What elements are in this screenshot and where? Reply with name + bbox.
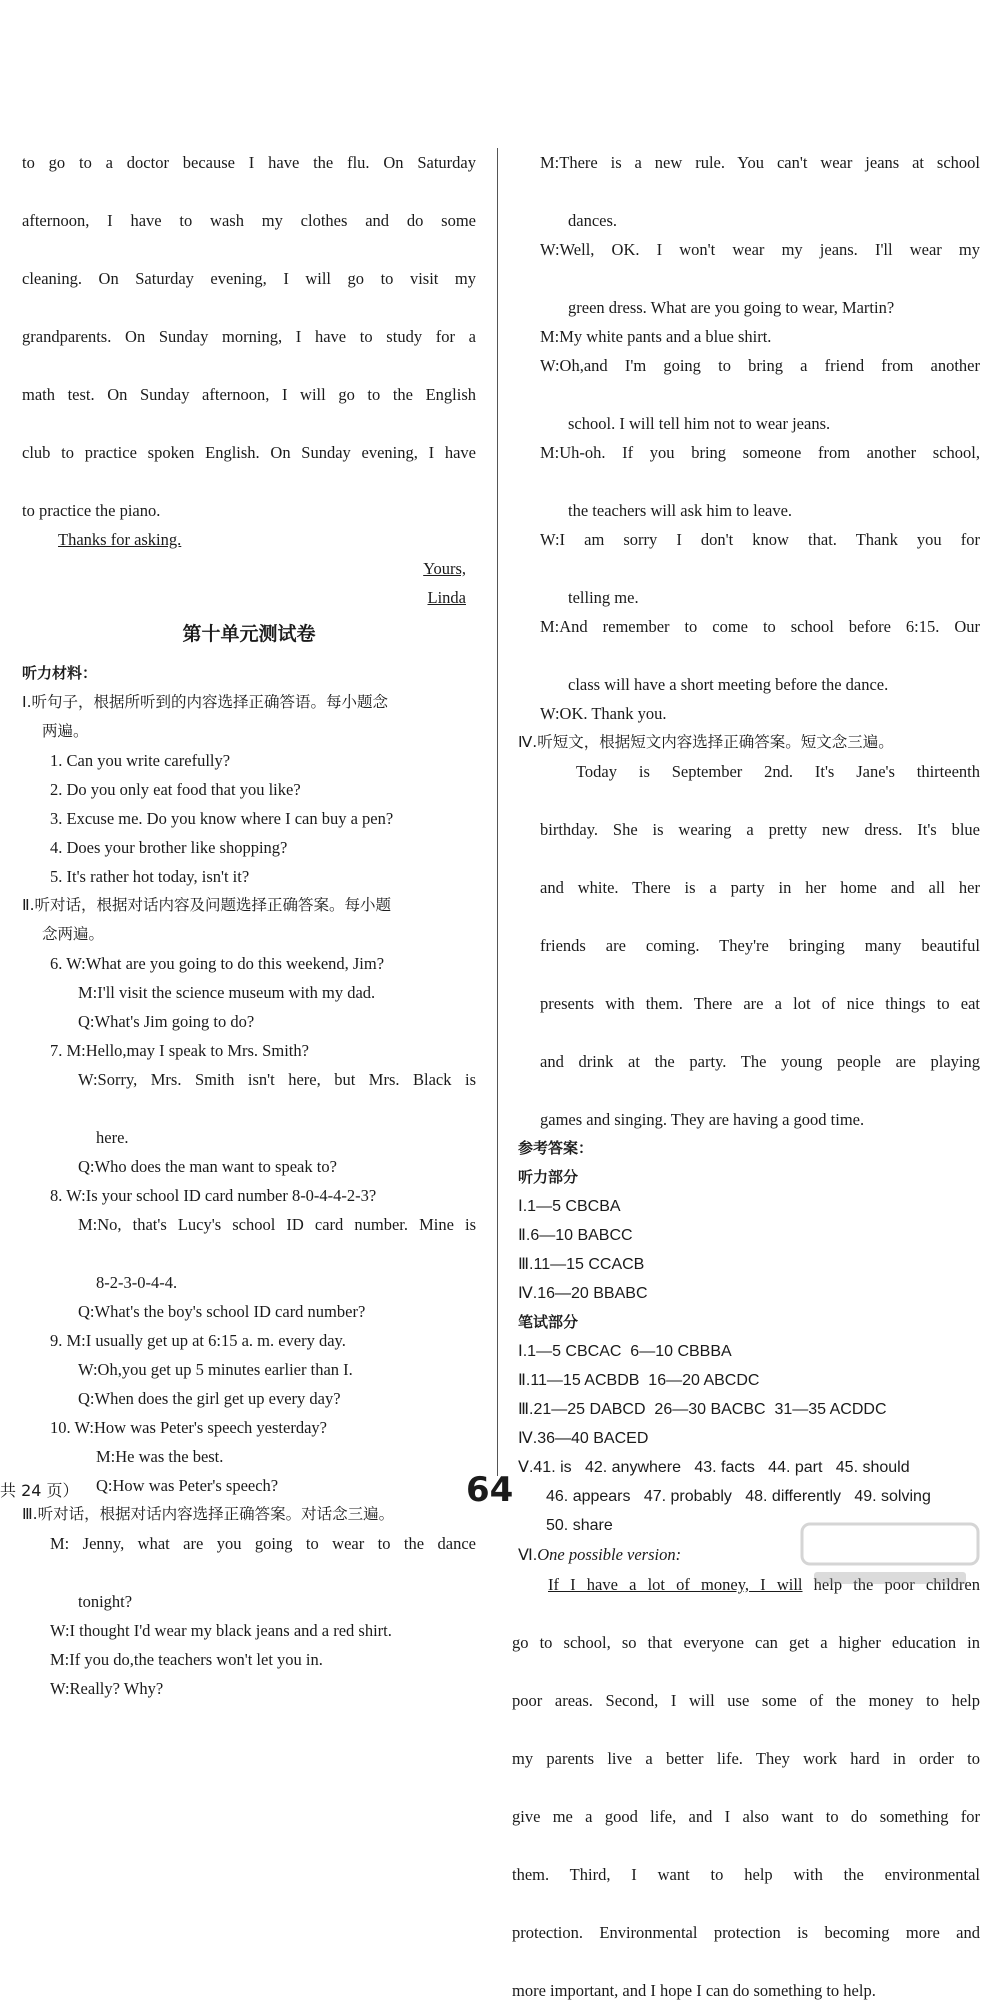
dialog-line-cont: school. I will tell him not to wear jeans. bbox=[568, 414, 831, 433]
question-item: 6. W:What are you going to do this weekend, Jim? bbox=[50, 954, 385, 973]
dialog-question: Q:When does the girl get up every day? bbox=[78, 1389, 341, 1408]
passage-line: presents with them. There are a lot of nice things to eat bbox=[540, 994, 980, 1013]
dialog-question: Q:What's Jim going to do? bbox=[78, 1012, 255, 1031]
question-item: 7. M:Hello,may I speak to Mrs. Smith? bbox=[50, 1041, 309, 1060]
answer-row: Ⅰ.1—5 CBCBA bbox=[518, 1198, 621, 1215]
reference-answers-heading: 参考答案： bbox=[518, 1139, 594, 1157]
answer-row: Ⅲ.11—15 CCACB bbox=[518, 1256, 645, 1273]
essay-underlined: If I have a lot of money, I will bbox=[548, 1575, 803, 1594]
essay-line: more important, and I hope I can do something to help. bbox=[512, 1981, 876, 2000]
question-item: 9. M:I usually get up at 6:15 a. m. every day. bbox=[50, 1331, 346, 1350]
dialog-line: M:If you do,the teachers won't let you in. bbox=[50, 1650, 323, 1669]
passage bbox=[518, 757, 980, 1134]
dialog-line-cont: telling me. bbox=[568, 588, 639, 607]
essay-version-label: One possible version: bbox=[537, 1545, 682, 1564]
dialog-line: M:Uh-oh. If you bring someone from another school, bbox=[540, 443, 980, 462]
section-2-title-cont: 念两遍。 bbox=[42, 925, 105, 943]
essay-line: protection. Environmental protection is becoming more and bbox=[512, 1923, 980, 1942]
question-item: 1. Can you write carefully? bbox=[50, 751, 231, 770]
left-column bbox=[22, 148, 476, 1703]
section-3-title: Ⅲ.听对话，根据对话内容选择正确答案。对话念三遍。 bbox=[22, 1505, 395, 1523]
dialog-line: M:No, that's Lucy's school ID card number. Mine is bbox=[78, 1215, 476, 1234]
answer-row: Ⅰ.1—5 CBCAC 6—10 CBBBA bbox=[518, 1343, 732, 1360]
written-part-heading: 笔试部分 bbox=[518, 1313, 579, 1331]
answer-row: Ⅲ.21—25 DABCD 26—30 BACBC 31—35 ACDDC bbox=[518, 1401, 887, 1418]
column-divider bbox=[497, 148, 498, 1476]
answer-row: Ⅳ.16—20 BBABC bbox=[518, 1285, 648, 1302]
passage-line: friends are coming. They're bringing many beautiful bbox=[540, 936, 980, 955]
page-number: 64 bbox=[466, 1470, 514, 1510]
answer-row: Ⅴ.41. is 42. anywhere 43. facts 44. part 45. should bbox=[518, 1459, 910, 1476]
page-count-note: 共 24 页） bbox=[0, 1481, 79, 1500]
essay-first-line-rest: help the poor children bbox=[802, 1575, 980, 1594]
section-6-label: Ⅵ. bbox=[518, 1547, 538, 1564]
question-item: 5. It's rather hot today, isn't it? bbox=[50, 867, 250, 886]
essay-line: them. Third, I want to help with the environmental bbox=[512, 1865, 980, 1884]
unit-test-title: 第十单元测试卷 bbox=[182, 623, 316, 645]
question-item: 10. W:How was Peter's speech yesterday? bbox=[50, 1418, 327, 1437]
watermark-logo-icon bbox=[800, 1520, 980, 1590]
essay-line: poor areas. Second, I will use some of the money to help bbox=[512, 1691, 980, 1710]
dialog-line: W:Oh,you get up 5 minutes earlier than I. bbox=[78, 1360, 353, 1379]
essay-line: give me a good life, and I also want to do something for bbox=[512, 1807, 980, 1826]
dialog-question: Q:How was Peter's speech? bbox=[96, 1476, 279, 1495]
dialog-line-cont: green dress. What are you going to wear, Martin? bbox=[568, 298, 895, 317]
letter-line: math test. On Sunday afternoon, I will go to the English bbox=[22, 385, 476, 404]
letter-text bbox=[22, 148, 476, 612]
dialog-line-cont: the teachers will ask him to leave. bbox=[568, 501, 793, 520]
section-1-title: Ⅰ.听句子，根据所听到的内容选择正确答语。每小题念 bbox=[22, 693, 389, 711]
passage-line: birthday. She is wearing a pretty new dress. It's blue bbox=[540, 820, 980, 839]
dialog-line: M: Jenny, what are you going to wear to the dance bbox=[50, 1534, 476, 1553]
dialog-line: M:He was the best. bbox=[96, 1447, 224, 1466]
question-item: 3. Excuse me. Do you know where I can buy a pen? bbox=[50, 809, 394, 828]
dialog-line: W:Well, OK. I won't wear my jeans. I'll wear my bbox=[540, 240, 980, 259]
answer-row: Ⅳ.36—40 BACED bbox=[518, 1430, 649, 1447]
letter-line: afternoon, I have to wash my clothes and do some bbox=[22, 211, 476, 230]
letter-line: grandparents. On Sunday morning, I have to study for a bbox=[22, 327, 476, 346]
dialog-line-cont: here. bbox=[96, 1128, 129, 1147]
letter-line: cleaning. On Saturday evening, I will go to visit my bbox=[22, 269, 476, 288]
dialog-line: W:Oh,and I'm going to bring a friend from another bbox=[540, 356, 980, 375]
dialog-line: W:Really? Why? bbox=[50, 1679, 164, 1698]
essay-line: my parents live a better life. They work hard in order to bbox=[512, 1749, 980, 1768]
dialog-line: W:Sorry, Mrs. Smith isn't here, but Mrs. Black is bbox=[78, 1070, 476, 1089]
dialog-line: M:There is a new rule. You can't wear jeans at school bbox=[540, 153, 980, 172]
letter-line: club to practice spoken English. On Sunday evening, I have bbox=[22, 443, 476, 462]
dialog-line: W:I am sorry I don't know that. Thank you for bbox=[540, 530, 980, 549]
question-item: 8. W:Is your school ID card number 8-0-4-4-2-3? bbox=[50, 1186, 377, 1205]
letter-line: to practice the piano. bbox=[22, 501, 161, 520]
passage-line: and drink at the party. The young people are playing bbox=[540, 1052, 980, 1071]
essay bbox=[512, 1570, 980, 2005]
section-2-title: Ⅱ.听对话，根据对话内容及问题选择正确答案。每小题 bbox=[22, 896, 392, 914]
dialog-line: M:My white pants and a blue shirt. bbox=[540, 327, 772, 346]
dialog-line: W:OK. Thank you. bbox=[540, 704, 667, 723]
question-item: 2. Do you only eat food that you like? bbox=[50, 780, 301, 799]
dialog-line-cont: 8-2-3-0-4-4. bbox=[96, 1273, 178, 1292]
dialog-line: W:I thought I'd wear my black jeans and a red shirt. bbox=[50, 1621, 392, 1640]
listening-material-heading: 听力材料： bbox=[22, 664, 98, 682]
passage-line: games and singing. They are having a good time. bbox=[540, 1110, 865, 1129]
dialog-line-cont: dances. bbox=[568, 211, 618, 230]
answer-row: Ⅱ.6—10 BABCC bbox=[518, 1227, 633, 1244]
essay-line: go to school, so that everyone can get a higher education in bbox=[512, 1633, 980, 1652]
dialog-line-cont: tonight? bbox=[78, 1592, 133, 1611]
listening-part-heading: 听力部分 bbox=[518, 1168, 579, 1186]
letter-line: to go to a doctor because I have the flu. On Saturday bbox=[22, 153, 476, 172]
section-4-title: Ⅳ.听短文，根据短文内容选择正确答案。短文念三遍。 bbox=[518, 733, 894, 751]
letter-signature: Linda bbox=[427, 588, 466, 607]
dialog-line-cont: class will have a short meeting before the dance. bbox=[568, 675, 889, 694]
passage-line: Today is September 2nd. It's Jane's thirteenth bbox=[576, 762, 980, 781]
section-1-title-cont: 两遍。 bbox=[42, 722, 89, 740]
answer-row: Ⅱ.11—15 ACBDB 16—20 ABCDC bbox=[518, 1372, 760, 1389]
dialog-line: M:And remember to come to school before 6:15. Our bbox=[540, 617, 980, 636]
passage-line: and white. There is a party in her home and all her bbox=[540, 878, 980, 897]
answer-row-cont: 46. appears 47. probably 48. differently 49. solving bbox=[546, 1488, 931, 1505]
answer-row-cont: 50. share bbox=[546, 1517, 613, 1534]
letter-thanks: Thanks for asking. bbox=[58, 530, 182, 549]
question-item: 4. Does your brother like shopping? bbox=[50, 838, 288, 857]
dialog-line: M:I'll visit the science museum with my dad. bbox=[78, 983, 376, 1002]
dialog-question: Q:What's the boy's school ID card number? bbox=[78, 1302, 366, 1321]
dialog-question: Q:Who does the man want to speak to? bbox=[78, 1157, 337, 1176]
letter-closing: Yours, bbox=[423, 559, 466, 578]
right-column bbox=[512, 148, 980, 2005]
